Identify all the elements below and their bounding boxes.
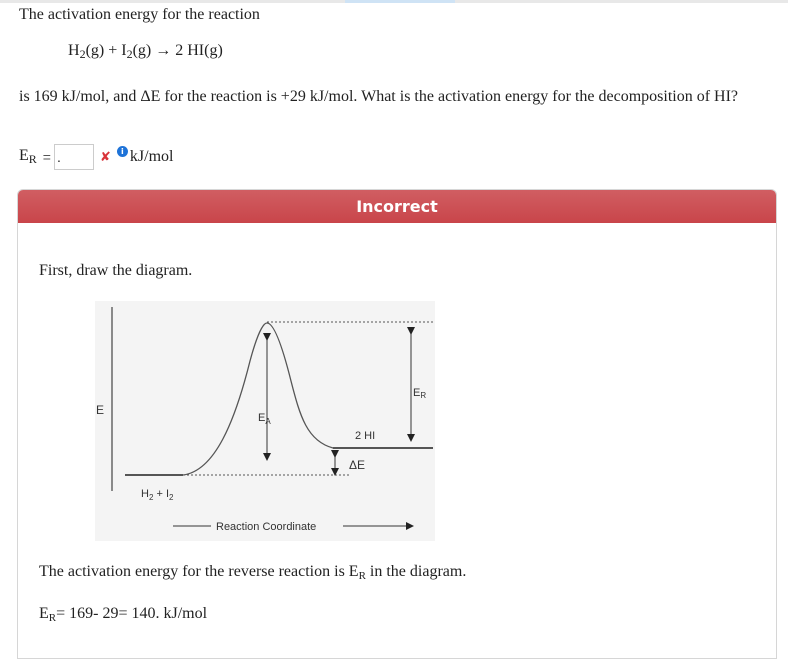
energy-diagram-svg [95, 301, 435, 541]
info-icon[interactable]: i [117, 146, 128, 157]
top-rule [0, 0, 788, 3]
ea-label: $E_A$ [258, 412, 271, 426]
feedback-step1: First, draw the diagram. [39, 262, 193, 279]
conclusion-pre: The activation energy for the reverse reaction is E [39, 563, 359, 580]
answer-input[interactable]: . [54, 144, 94, 170]
x-axis-label: Reaction Coordinate [216, 521, 317, 533]
reaction-mid: (g) + I [85, 42, 127, 59]
conclusion-post: in the diagram. [365, 563, 467, 580]
feedback-conclusion [39, 563, 466, 582]
answer-label-sub: R [28, 152, 37, 166]
feedback-header: Incorrect [18, 190, 776, 223]
y-axis-label: E [96, 403, 105, 417]
delta-e-label: ΔE [349, 458, 366, 472]
feedback-panel [17, 189, 777, 659]
reaction-h-sub: 2 [79, 47, 86, 61]
energy-diagram [95, 301, 435, 541]
calc-sub: R [48, 612, 57, 624]
reaction-i-sub: 2 [126, 47, 133, 61]
conclusion-sub: R [358, 570, 366, 582]
product-label: 2 HI [355, 430, 376, 442]
answer-label [19, 147, 37, 167]
question-intro: The activation energy for the reaction [19, 6, 260, 23]
er-label: ER [413, 387, 427, 400]
calc-label: E [39, 605, 49, 622]
reaction-h: H [68, 42, 80, 59]
answer-equals: = [42, 149, 51, 165]
calc-expression: = 169- 29= 140. kJ/mol [56, 605, 208, 622]
question-body: is 169 kJ/mol, and ΔE for the reaction is +29 kJ/mol. What is the activation energy for the decomposition of HI? [19, 88, 739, 105]
answer-unit: kJ/mol [129, 148, 174, 165]
reactant-label: $H_2 + I_2$ [141, 488, 174, 502]
reaction-product: (g) → 2 HI(g) [132, 42, 223, 59]
energy-curve [183, 323, 433, 475]
reaction-equation [68, 42, 223, 62]
answer-row [19, 144, 173, 170]
feedback-calculation [39, 605, 207, 624]
answer-label-main: E [19, 147, 29, 164]
top-rule-accent [345, 0, 455, 3]
x-icon: ✘ [99, 149, 111, 165]
